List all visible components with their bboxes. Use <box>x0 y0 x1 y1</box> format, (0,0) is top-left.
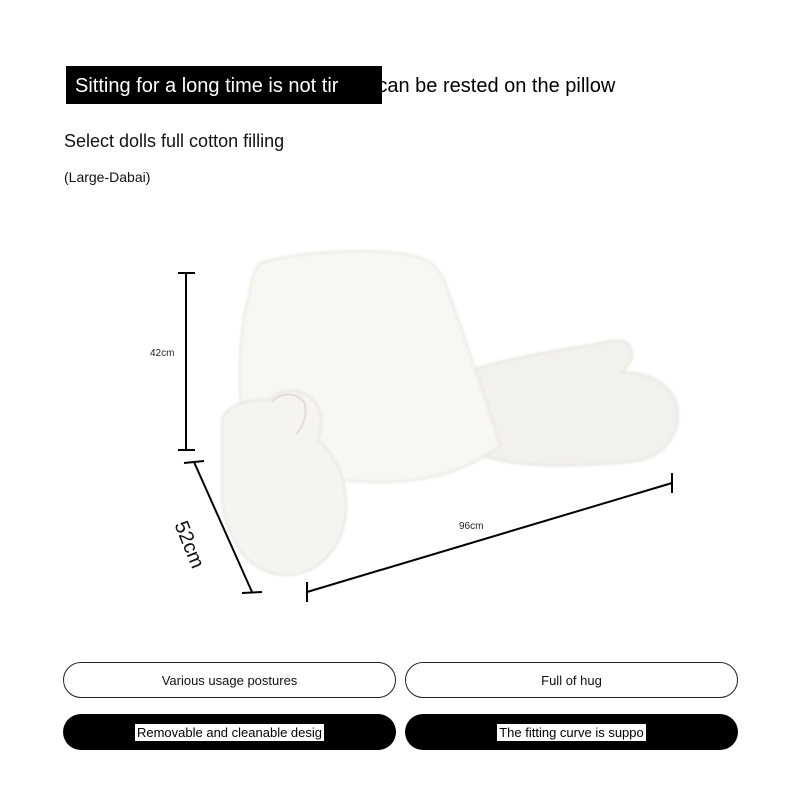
feature-pill-curve <box>405 714 738 750</box>
product-subtitle: Select dolls full cotton filling <box>64 131 285 151</box>
depth-label: 52cm <box>169 518 209 572</box>
feature-label: Various usage postures <box>161 672 298 688</box>
width-label: 96cm <box>459 521 484 532</box>
pillow-right-arm <box>470 340 678 465</box>
feature-label: The fitting curve is suppo <box>499 724 644 740</box>
product-variant: (Large-Dabai) <box>64 169 151 185</box>
feature-label: Removable and cleanable desig <box>136 724 322 740</box>
width-dimension-line <box>307 473 672 602</box>
feature-pill-postures <box>63 662 396 698</box>
headline-part-1: Sitting for a long time is not tir <box>75 75 339 97</box>
feature-pill-removable <box>63 714 396 750</box>
feature-label: Full of hug <box>541 672 602 688</box>
height-label: 42cm <box>150 348 175 359</box>
height-dimension-line <box>178 273 195 450</box>
feature-pill-hug <box>405 662 738 698</box>
headline-part-2: and can be rested on the pillow <box>338 75 616 97</box>
